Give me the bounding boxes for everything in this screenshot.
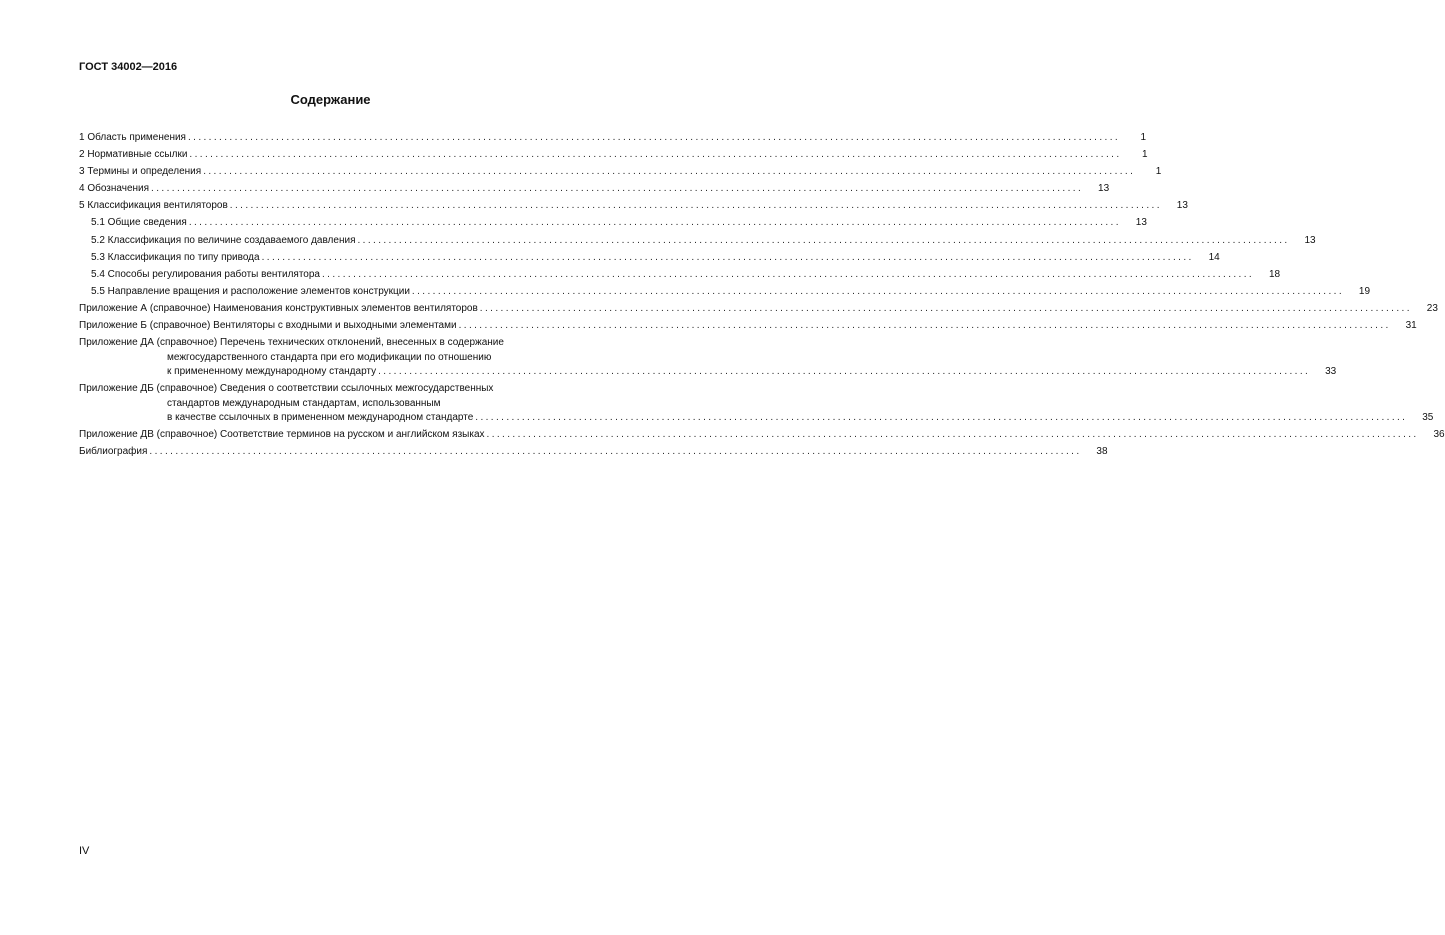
toc-entry-continuation: стандартов международным стандартам, использованным [167, 397, 441, 409]
toc-entry-page: 38 [1096, 446, 1108, 458]
dot-leader: .................................................................................................................................................................................... [261, 251, 1194, 263]
toc-entry[interactable] [79, 336, 1337, 380]
toc-entry-heading: Приложение ДБ (справочное) Сведения о соответствии ссылочных межгосударственных [79, 383, 494, 395]
toc-entry[interactable] [79, 131, 1147, 146]
toc-entry-label: 5.2 Классификация по величине создаваемого давления [91, 234, 356, 246]
toc-entry-label: Приложение ДВ (справочное) Соответствие терминов на русском и английском языках [79, 429, 485, 441]
dot-leader: .................................................................................................................................................................................... [203, 166, 1136, 178]
dot-leader: .................................................................................................................................................................................... [479, 302, 1412, 314]
dot-leader: .................................................................................................................................................................................... [475, 412, 1408, 424]
toc-entry[interactable] [79, 216, 1147, 231]
toc-entry-continuation: межгосударственного стандарта при его модификации по отношению [167, 351, 492, 363]
toc-entry[interactable] [79, 382, 1434, 426]
toc-entry-label: в качестве ссылочных в примененном международном стандарте [167, 412, 474, 424]
table-of-contents [79, 131, 1445, 463]
toc-entry-page: 1 [1141, 149, 1148, 161]
toc-entry-label: 3 Термины и определения [79, 166, 202, 178]
toc-entry-page: 1 [1140, 132, 1147, 143]
toc-entry-label: Приложение Б (справочное) Вентиляторы с входными и выходными элементами [79, 320, 457, 332]
dot-leader: .................................................................................................................................................................................... [149, 446, 1082, 458]
document-header: ГОСТ 34002—2016 [79, 61, 178, 73]
toc-entry-page: 19 [1358, 285, 1371, 297]
toc-entry-page: 35 [1422, 412, 1434, 424]
toc-entry-label: 5.4 Способы регулирования работы вентилятора [91, 268, 320, 280]
toc-entry-page: 13 [1135, 217, 1147, 229]
dot-leader: .................................................................................................................................................................................... [357, 234, 1290, 246]
toc-entry-label: 5.3 Классификация по типу привода [91, 251, 260, 263]
toc-entry[interactable] [79, 285, 1371, 300]
toc-entry[interactable] [79, 251, 1220, 266]
toc-entry-label: 5.5 Направление вращения и расположение элементов конструкции [91, 285, 410, 297]
toc-entry-page: 1 [1155, 166, 1162, 178]
page-title: Содержание [290, 92, 371, 107]
dot-leader: .................................................................................................................................................................................... [151, 183, 1084, 195]
toc-entry[interactable] [79, 165, 1162, 180]
toc-entry-label: 5 Классификация вентиляторов [79, 200, 228, 212]
toc-entry-label: Библиография [79, 446, 148, 458]
toc-entry-label: к примененному международному стандарту [167, 366, 377, 378]
toc-entry[interactable] [79, 268, 1281, 283]
page-number: IV [79, 845, 90, 857]
toc-entry[interactable] [79, 428, 1445, 443]
toc-entry-label: 5.1 Общие сведения [91, 217, 187, 229]
toc-entry[interactable] [79, 234, 1316, 249]
toc-entry-page: 36 [1433, 429, 1445, 441]
dot-leader: .................................................................................................................................................................................... [458, 320, 1391, 332]
dot-leader: .................................................................................................................................................................................... [378, 366, 1311, 378]
toc-entry-page: 18 [1268, 268, 1281, 280]
toc-entry[interactable] [79, 148, 1148, 163]
toc-entry[interactable] [79, 199, 1188, 214]
dot-leader: .................................................................................................................................................................................... [229, 200, 1162, 212]
toc-entry[interactable] [79, 182, 1110, 197]
toc-entry-label: Приложение А (справочное) Наименования конструктивных элементов вентиляторов [79, 302, 478, 314]
toc-entry-page: 23 [1426, 302, 1438, 314]
toc-entry[interactable] [79, 319, 1417, 334]
dot-leader: .................................................................................................................................................................................... [486, 429, 1419, 441]
toc-entry-page: 31 [1405, 320, 1417, 332]
dot-leader: .................................................................................................................................................................................... [411, 285, 1345, 297]
toc-entry[interactable] [79, 445, 1108, 460]
toc-entry-heading: Приложение ДА (справочное) Перечень технических отклонений, внесенных в содержание [79, 337, 504, 349]
toc-entry-page: 33 [1325, 366, 1337, 378]
toc-entry-page: 13 [1098, 183, 1110, 195]
toc-entry-page: 13 [1304, 234, 1316, 246]
dot-leader: .................................................................................................................................................................................... [322, 268, 1255, 280]
dot-leader: .................................................................................................................................................................................... [188, 217, 1121, 229]
toc-entry[interactable] [79, 302, 1438, 317]
toc-entry-page: 13 [1176, 200, 1188, 212]
toc-entry-label: 2 Нормативные ссылки [79, 149, 188, 161]
toc-entry-page: 14 [1208, 251, 1220, 263]
dot-leader: .................................................................................................................................................................................... [189, 149, 1122, 161]
toc-entry-label: 4 Обозначения [79, 183, 150, 195]
dot-leader: .................................................................................................................................................................................... [187, 132, 1121, 143]
toc-entry-label: 1 Область применения [79, 132, 186, 143]
